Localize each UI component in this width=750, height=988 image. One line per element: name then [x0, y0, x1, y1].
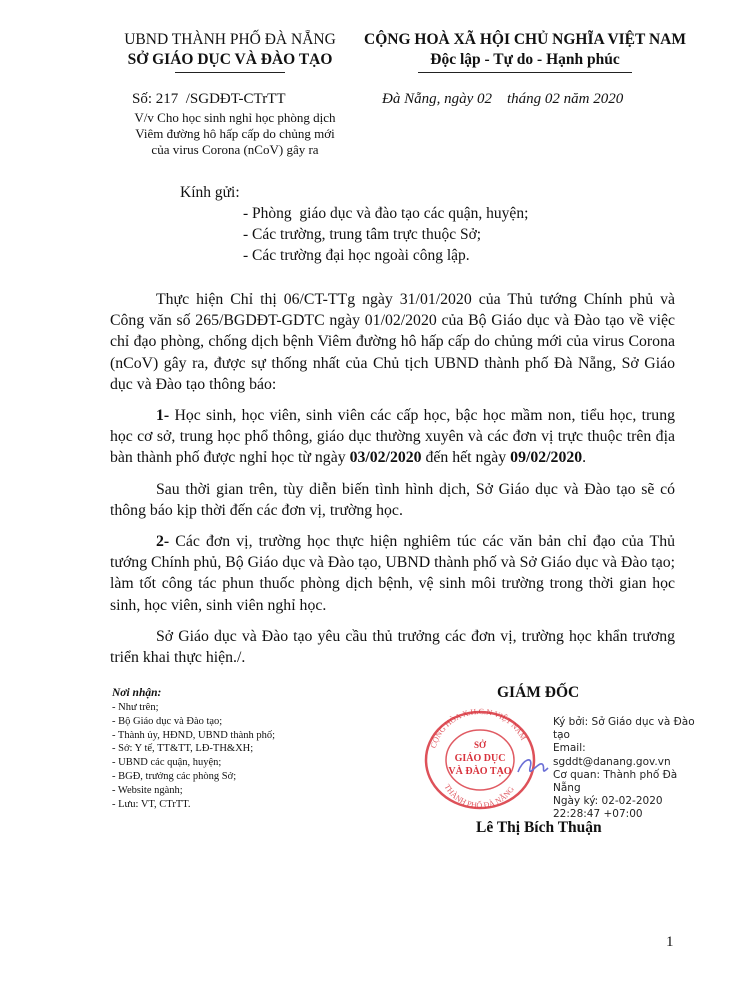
footer-recipient: - Website ngành;: [112, 784, 183, 796]
national-motto: Độc lập - Tự do - Hạnh phúc: [430, 51, 620, 68]
seal-arc-bottom: THÀNH PHỐ ĐÀ NẴNG: [442, 782, 516, 810]
paragraph-text: Học sinh, học viên, sinh viên các cấp học, bậc học mầm non, tiểu học, trung học cơ sở, trung học phổ thông, giáo dục thường xuyên và các đơn vị trực thuộc trên địa bàn thành phố được nghỉ học từ ngày: [110, 407, 675, 467]
national-heading: [360, 30, 690, 70]
item-number: 1-: [156, 407, 170, 425]
motto-underline: [418, 72, 632, 73]
body-paragraph: Sau thời gian trên, tùy diễn biến tình hình dịch, Sở Giáo dục và Đào tạo sẽ có thông báo kịp thời đến các đơn vị, trường học.: [110, 480, 675, 519]
seal-bottom-text: [443, 783, 516, 810]
footer-recipient: - Bộ Giáo dục và Đào tạo;: [112, 715, 223, 727]
signer-position: GIÁM ĐỐC: [497, 684, 580, 701]
national-heading-line1: CỘNG HOÀ XÃ HỘI CHỦ NGHĨA VIỆT NAM: [364, 31, 686, 48]
issuing-authority-line1: UBND THÀNH PHỐ ĐÀ NẴNG: [124, 31, 336, 48]
signature-email: sgddt@danang.gov.vn: [553, 755, 671, 768]
authority-underline: [175, 72, 285, 73]
recipient-list: [243, 203, 528, 266]
recipients-footer-list: [112, 701, 275, 811]
paragraph-text: .: [582, 449, 587, 467]
greeting: Kính gửi:: [180, 184, 240, 201]
seal-center-line2: GIÁO DỤC: [454, 753, 506, 764]
subject-line: V/v Cho học sinh nghỉ học phòng dịch: [134, 110, 336, 125]
page-number: 1: [666, 934, 674, 950]
footer-recipient: - UBND các quận, huyện;: [112, 757, 222, 769]
paragraph-text: đến hết ngày: [421, 449, 511, 467]
recipients-footer-title: Nơi nhận:: [112, 687, 162, 699]
document-number: Số: 217 /SGDĐT-CTrTT: [132, 91, 286, 107]
digital-signature-line: Nẵng: [553, 782, 581, 795]
body-paragraph: [110, 531, 675, 616]
digital-signature-info: [553, 716, 718, 822]
seal-arc-top: CỘNG HÒA X.H.C.N VIỆT NAM: [428, 706, 529, 750]
document-subject: [105, 110, 365, 158]
footer-recipient: - Sở: Y tế, TT&TT, LĐ-TH&XH;: [112, 743, 254, 755]
body-paragraph: [110, 405, 675, 469]
issuing-authority: [100, 30, 360, 70]
official-seal-icon: [410, 702, 550, 810]
recipient-item: - Các trường, trung tâm trực thuộc Sở;: [243, 226, 482, 243]
footer-recipient: - BGĐ, trưởng các phòng Sở;: [112, 770, 237, 782]
digital-signature-line: Ngày ký: 02-02-2020: [553, 795, 663, 808]
body-paragraph: Thực hiện Chỉ thị 06/CT-TTg ngày 31/01/2020 của Thủ tướng Chính phủ và Công văn số 265/BGDĐT-GDTC ngày 01/02/2020 của Bộ Giáo dục và Đào tạo về việc chỉ đạo phòng, chống dịch bệnh Viêm đường hô hấp cấp do chủng mới của virus Corona (nCoV) gây ra, được sự thống nhất của Chủ tịch UBND thành phố Đà Nẵng, Sở Giáo dục và Đào tạo thông báo:: [110, 291, 675, 393]
start-date: 03/02/2020: [349, 449, 422, 467]
footer-recipient: - Lưu: VT, CTrTT.: [112, 798, 191, 810]
paragraph-text: Các đơn vị, trường học thực hiện nghiêm túc các văn bản chỉ đạo của Thủ tướng Chính phủ, Bộ Giáo dục và Đào tạo, UBND thành phố và Sở Giáo dục và Đào tạo; làm tốt công tác phun thuốc phòng dịch bệnh, vệ sinh môi trường trong thời gian học sinh, học viên, sinh viên nghỉ học.: [110, 533, 675, 614]
footer-recipient: - Thành ủy, HĐND, UBND thành phố;: [112, 729, 276, 741]
digital-signature-line: 22:28:47 +07:00: [553, 808, 643, 821]
body-paragraph: Sở Giáo dục và Đào tạo yêu cầu thủ trưởng các đơn vị, trường học khẩn trương triển khai thực hiện./.: [110, 627, 675, 667]
subject-line: Viêm đường hô hấp cấp do chủng mới: [135, 126, 335, 141]
seal-center-line1: SỞ: [473, 740, 487, 750]
document-body: [110, 289, 675, 678]
item-number: 2-: [156, 533, 170, 551]
recipient-item: - Các trường đại học ngoài công lập.: [243, 247, 470, 264]
subject-line: của virus Corona (nCoV) gây ra: [151, 142, 319, 157]
seal-center-line3: VÀ ĐÀO TẠO: [448, 766, 512, 777]
issuing-authority-line2: SỞ GIÁO DỤC VÀ ĐÀO TẠO: [127, 51, 333, 68]
document-date: Đà Nẵng, ngày 02 tháng 02 năm 2020: [382, 91, 624, 107]
footer-recipient: - Như trên;: [112, 702, 159, 713]
signer-name: Lê Thị Bích Thuận: [476, 819, 602, 836]
digital-signature-line: Cơ quan: Thành phố Đà: [553, 768, 678, 781]
recipient-item: - Phòng giáo dục và đào tạo các quận, huyện;: [243, 205, 529, 222]
digital-signature-line: tạo: [553, 729, 570, 742]
digital-signature-line: Ký bởi: Sở Giáo dục và Đào: [553, 716, 695, 728]
end-date: 09/02/2020: [510, 449, 583, 467]
digital-signature-line: Email:: [553, 742, 586, 755]
